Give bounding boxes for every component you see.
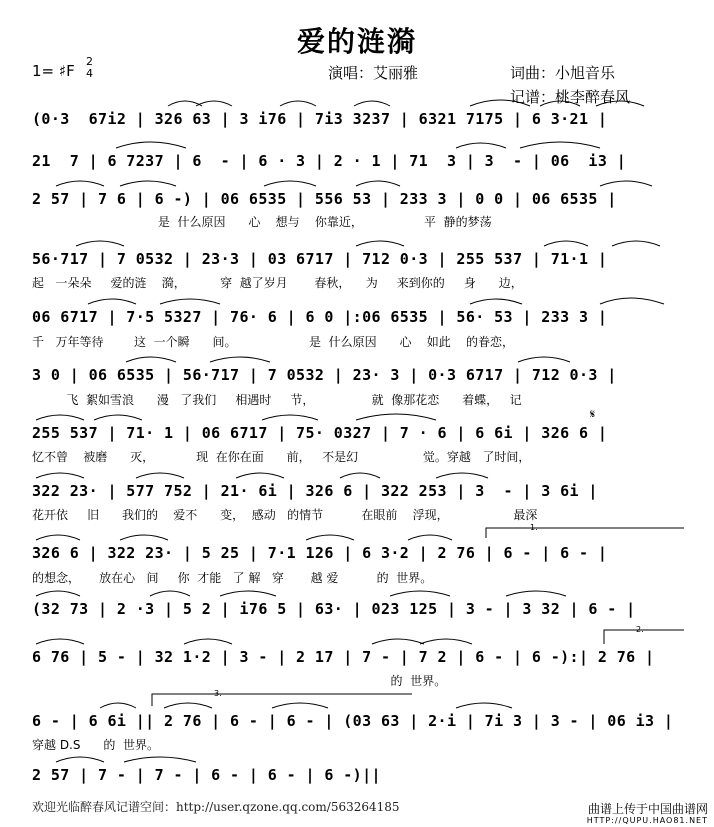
slur-mark — [94, 415, 142, 420]
footer-text: 欢迎光临醉春风记谱空间：http://user.qzone.qq.com/563264185 — [32, 800, 400, 814]
score-line: 3 0 | 06 6535 | 56·717 | 7 0532 | 23· 3 | 0·3 6717 | 712 0·3 | — [32, 366, 617, 384]
slur-mark — [340, 473, 380, 478]
slur-mark — [100, 703, 136, 708]
slur-mark — [280, 101, 316, 106]
slur-mark — [272, 703, 328, 708]
segno-sign: 𝄋 — [590, 407, 596, 421]
score-line: 2 57 | 7 - | 7 - | 6 - | 6 - | 6 -)|| — [32, 766, 381, 784]
slur-mark — [390, 591, 450, 596]
slur-mark — [262, 415, 318, 420]
slur-mark — [372, 639, 424, 644]
lyric-line: 是 什么原因 心 想与 你靠近， 平 静的梦荡 — [32, 215, 492, 229]
slur-mark — [436, 473, 488, 478]
lyric-line: 忆不曾 被磨 灭， 现 在你在面 前， 不是幻 觉。穿越 了时间， — [32, 450, 531, 464]
slur-mark — [456, 703, 512, 708]
slur-mark — [120, 535, 168, 540]
song-title: 爱的涟漪 — [296, 25, 417, 58]
volta-label-3: 3. — [214, 689, 222, 698]
slur-mark — [76, 241, 124, 246]
lyric-line: 飞 絮如雪浪 漫 了我们 相遇时 节， 就 像那花恋 着蝶， 记 — [32, 393, 522, 407]
slur-mark — [264, 181, 316, 186]
slur-mark — [354, 101, 390, 106]
slur-mark — [306, 535, 354, 540]
slur-mark — [136, 473, 184, 478]
composer-credit: 词曲：小旭音乐 — [510, 64, 616, 82]
slur-mark — [56, 757, 104, 762]
slur-mark — [124, 757, 196, 762]
slur-mark — [540, 101, 580, 106]
slur-mark — [116, 142, 186, 148]
slur-mark — [220, 591, 276, 596]
score-line: 6 - | 6 6i || 2 76 | 6 - | 6 - | (03 63 | 2·i | 7i 3 | 3 - | 06 i3 | — [32, 712, 674, 730]
slur-mark — [236, 473, 284, 478]
slur-mark — [420, 639, 472, 644]
slur-mark — [164, 703, 212, 708]
slur-mark — [544, 241, 588, 246]
transcriber-credit: 记谱：桃李醉春风 — [510, 88, 631, 106]
slur-mark — [36, 473, 84, 478]
slur-mark — [408, 535, 452, 540]
volta-bracket-1 — [486, 528, 684, 538]
slur-mark — [150, 591, 190, 596]
slur-mark — [596, 101, 644, 106]
slur-mark — [88, 299, 136, 304]
slur-mark — [600, 298, 664, 304]
score-line: 255 537 | 71· 1 | 06 6717 | 75· 0327 | 7 · 6 | 6 6i | 326 6 | — [32, 424, 608, 442]
score-line: 326 6 | 322 23· | 5 25 | 7·1 126 | 6 3·2 | 2 76 | 6 - | 6 - | — [32, 544, 608, 562]
slur-mark — [612, 241, 660, 246]
watermark-url: HTTP://QUPU.HAO81.NET — [586, 816, 708, 825]
slur-mark — [36, 591, 80, 596]
slur-mark — [56, 181, 104, 186]
slur-mark — [506, 591, 566, 596]
watermark-text: 曲谱上传于中国曲谱网 — [587, 802, 708, 816]
slur-mark — [356, 181, 400, 186]
slur-mark — [36, 535, 80, 540]
score-line: 6 76 | 5 - | 32 1·2 | 3 - | 2 17 | 7 - | 7 2 | 6 - | 6 -):| 2 76 | — [32, 648, 655, 666]
slur-mark — [36, 415, 84, 420]
score-line: (32 73 | 2 ·3 | 5 2 | i76 5 | 63· | 023 125 | 3 - | 3 32 | 6 - | — [32, 600, 636, 618]
lyric-line: 穿越 D.S 的 世界。 — [32, 738, 160, 752]
score-line: (0·3 67i2 | 326 63 | 3 i76 | 7i3 3237 | 6321 7175 | 6 3·21 | — [32, 110, 608, 128]
meter-bottom: 4 — [86, 67, 93, 80]
slur-mark — [160, 299, 220, 304]
slur-mark — [184, 639, 232, 644]
lyric-line: 花开依 旧 我们的 爱不 变， 感动 的情节 在眼前 浮现， 最深 — [32, 508, 538, 522]
slur-mark — [520, 142, 600, 148]
slur-mark — [600, 181, 652, 186]
lyric-line: 的 世界。 — [32, 674, 447, 688]
lyric-line: 起 一朵朵 爱的涟 漪， 穿 越了岁月 春秋， 为 来到你的 身 边， — [32, 276, 523, 290]
score-line: 21 7 | 6 7237 | 6 - | 6 · 3 | 2 · 1 | 71 3 | 3 - | 06 i3 | — [32, 152, 627, 170]
volta-label-2: 2. — [636, 625, 644, 634]
slur-mark — [456, 143, 506, 148]
slur-mark — [126, 357, 176, 362]
slur-mark — [36, 639, 84, 644]
slur-mark — [356, 414, 436, 420]
volta-label-1: 1. — [530, 523, 538, 532]
score-line: 06 6717 | 7·5 5327 | 76· 6 | 6 0 |:06 6535 | 56· 53 | 233 3 | — [32, 308, 608, 326]
volta-bracket-3 — [152, 694, 412, 706]
slur-mark — [518, 357, 570, 362]
slur-mark — [120, 181, 176, 186]
slur-mark — [356, 241, 404, 246]
score-line: 322 23· | 577 752 | 21· 6i | 326 6 | 322 253 | 3 - | 3 6i | — [32, 482, 598, 500]
singer-credit: 演唱：艾丽雅 — [328, 64, 419, 82]
slur-mark — [470, 299, 522, 304]
slur-mark — [210, 357, 270, 362]
score-line: 2 57 | 7 6 | 6 -) | 06 6535 | 556 53 | 233 3 | 0 0 | 06 6535 | — [32, 190, 617, 208]
key-signature: 1= ♯F — [32, 62, 75, 80]
lyric-line: 千 万年等待 这 一个瞬 间。 是 什么原因 心 如此 的眷恋， — [32, 335, 514, 349]
score-line: 56·717 | 7 0532 | 23·3 | 03 6717 | 712 0·3 | 255 537 | 71·1 | — [32, 250, 608, 268]
slur-mark — [470, 100, 530, 106]
lyric-line: 的想念， 放在心 间 你 才能 了 解 穿 越 爱 的 世界。 — [32, 571, 433, 585]
meter-top: 2 — [86, 55, 93, 68]
volta-bracket-2 — [604, 630, 684, 644]
